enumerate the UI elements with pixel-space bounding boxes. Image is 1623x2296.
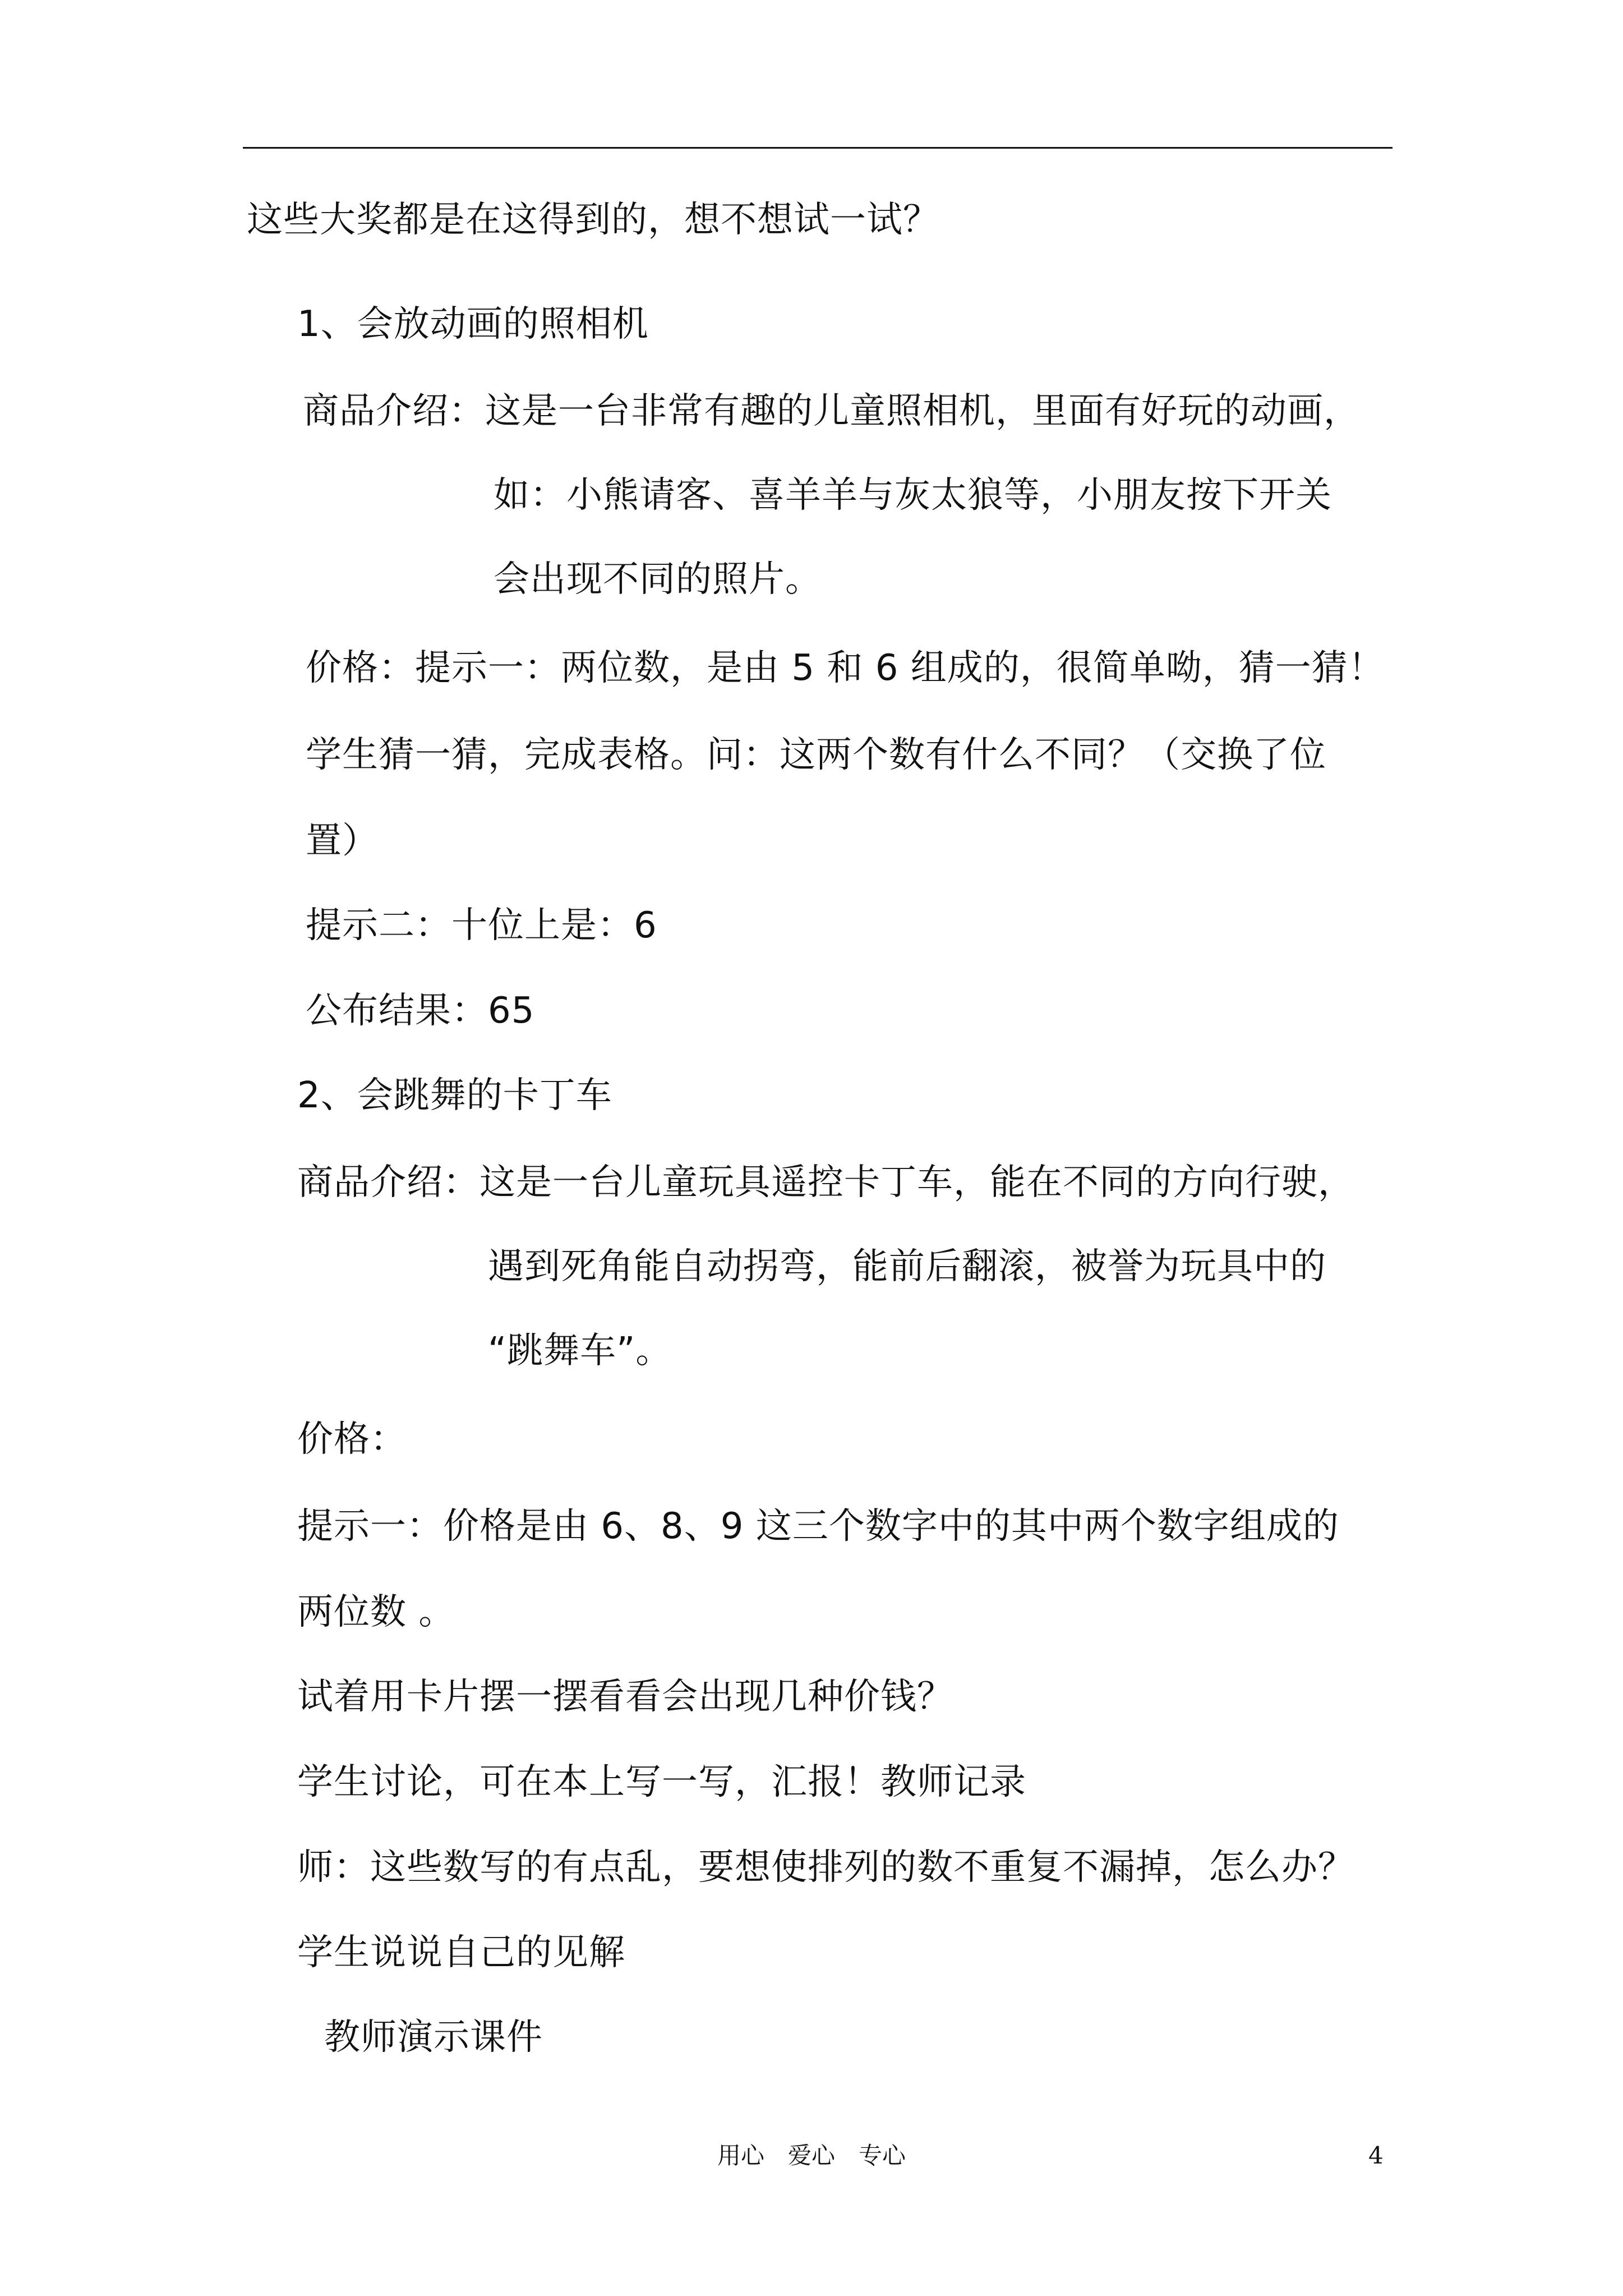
header-rule bbox=[243, 147, 1393, 149]
text-line: 提示二：十位上是：6 bbox=[306, 905, 657, 946]
text-line: 学生猜一猜，完成表格。问：这两个数有什么不同？（交换了位 bbox=[306, 734, 1326, 776]
text-line: 2、会跳舞的卡丁车 bbox=[297, 1075, 612, 1116]
text-line: 置） bbox=[306, 820, 379, 862]
footer-motto: 用心 爱心 专心 bbox=[717, 2142, 906, 2169]
page-number: 4 bbox=[1368, 2142, 1384, 2169]
text-line: 学生讨论，可在本上写一写，汇报！教师记录 bbox=[297, 1761, 1026, 1803]
text-line: 商品介绍：这是一台儿童玩具遥控卡丁车，能在不同的方向行驶， bbox=[297, 1162, 1354, 1203]
text-line: 价格：提示一：两位数，是由 5 和 6 组成的，很简单呦，猜一猜！ bbox=[306, 647, 1385, 689]
text-line: 如：小熊请客、喜羊羊与灰太狼等，小朋友按下开关 bbox=[494, 475, 1332, 516]
text-line: 会出现不同的照片。 bbox=[494, 559, 822, 600]
text-line: 学生说说自己的见解 bbox=[297, 1932, 625, 1973]
text-line: 教师演示课件 bbox=[324, 2017, 543, 2058]
text-line: 价格： bbox=[297, 1419, 407, 1460]
text-line: 1、会放动画的照相机 bbox=[297, 303, 649, 345]
text-line: 师：这些数写的有点乱，要想使排列的数不重复不漏掉，怎么办？ bbox=[297, 1847, 1354, 1888]
text-line: “跳舞车”。 bbox=[488, 1330, 672, 1372]
text-line: 商品介绍：这是一台非常有趣的儿童照相机，里面有好玩的动画， bbox=[303, 390, 1360, 432]
text-line: 遇到死角能自动拐弯，能前后翻滚，被誉为玩具中的 bbox=[488, 1246, 1326, 1287]
text-line: 两位数 。 bbox=[297, 1591, 455, 1633]
text-line: 这些大奖都是在这得到的，想不想试一试？ bbox=[247, 199, 939, 241]
text-line: 试着用卡片摆一摆看看会出现几种价钱？ bbox=[297, 1676, 953, 1718]
text-line: 公布结果：65 bbox=[306, 990, 535, 1032]
text-line: 提示一：价格是由 6、8、9 这三个数字中的其中两个数字组成的 bbox=[297, 1506, 1339, 1547]
